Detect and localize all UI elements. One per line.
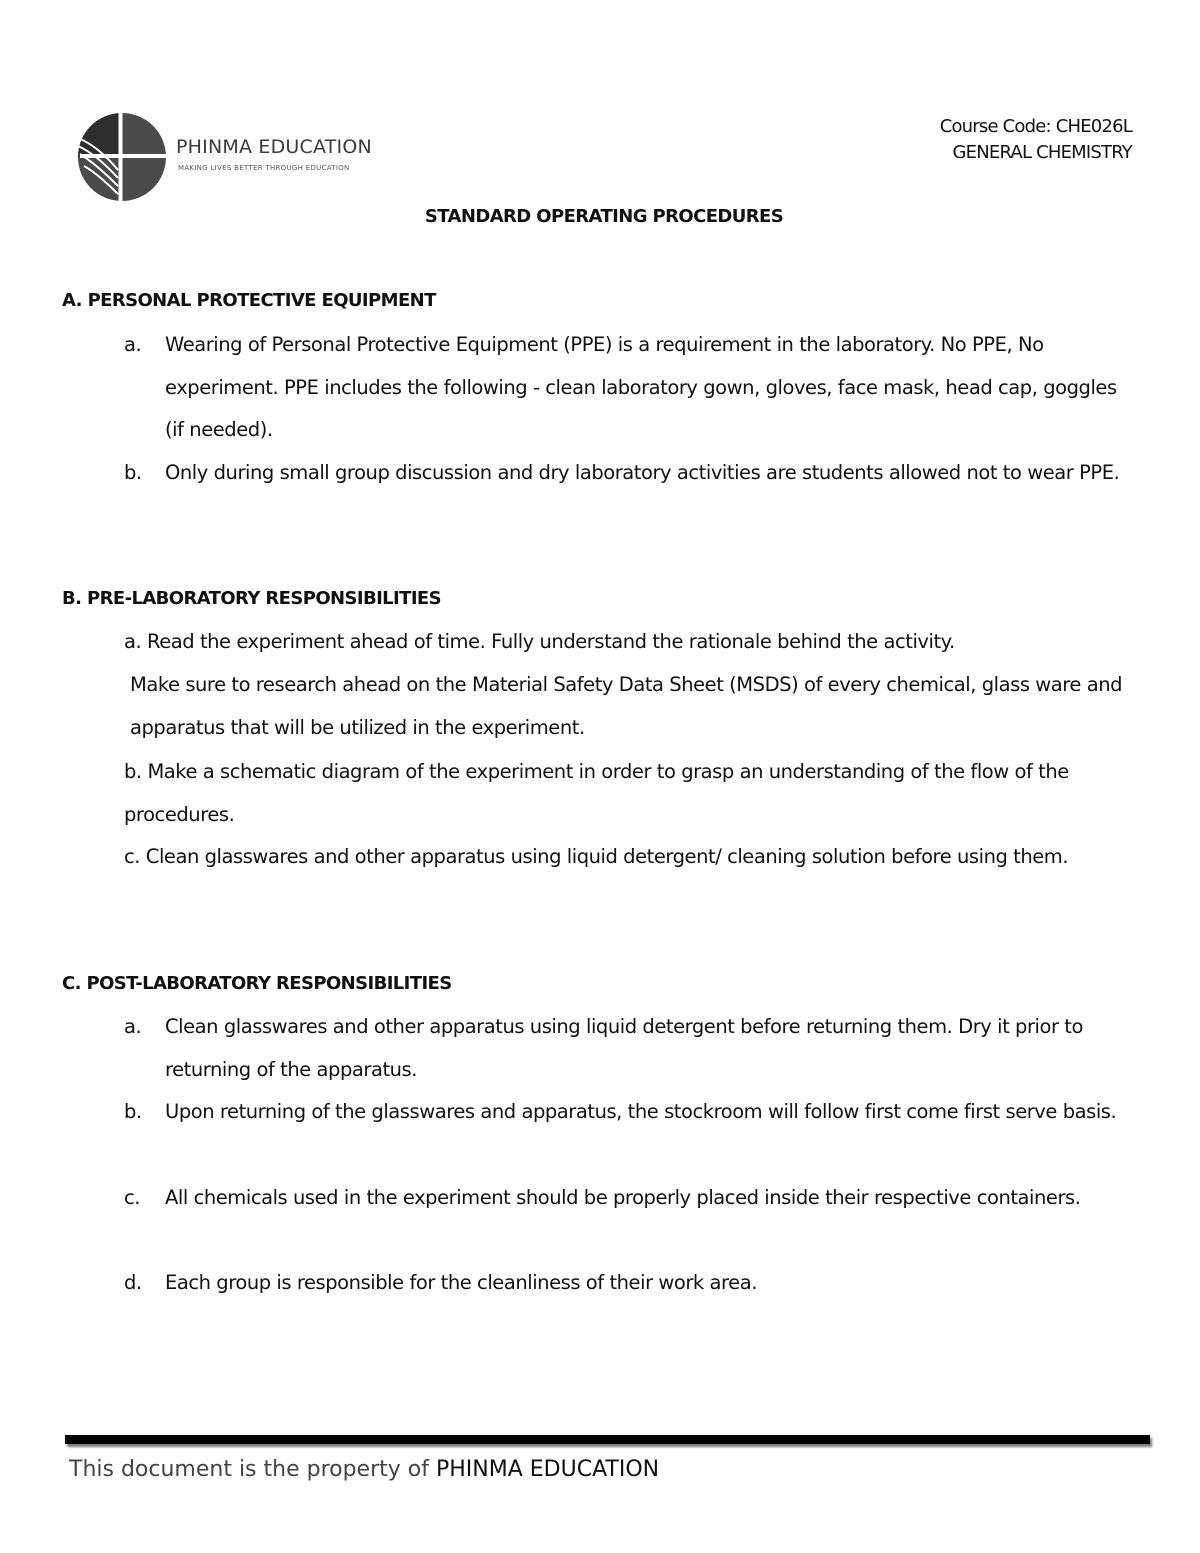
item-marker: b. bbox=[124, 461, 142, 484]
list-item bbox=[130, 664, 1160, 749]
item-text: Make sure to research ahead on the Material Safety Data Sheet (MSDS) of every chemical, glass ware and apparatus that will be utilized in the experiment. bbox=[130, 673, 1123, 739]
item-text: Clean glasswares and other apparatus using liquid detergent/ cleaning solution before using them. bbox=[145, 845, 1069, 868]
item-marker: b. bbox=[124, 760, 142, 783]
footer-brand: PHINMA EDUCATION bbox=[435, 1457, 660, 1482]
item-marker: b. bbox=[124, 1100, 142, 1123]
item-text: Upon returning of the glasswares and apparatus, the stockroom will follow first come first serve basis. bbox=[165, 1100, 1117, 1123]
list-item bbox=[124, 1006, 1134, 1091]
item-marker: a. bbox=[124, 630, 142, 653]
list-item bbox=[124, 324, 1134, 452]
item-text: All chemicals used in the experiment should be properly placed inside their respective containers. bbox=[165, 1186, 1081, 1209]
item-text: Read the experiment ahead of time. Fully understand the rationale behind the activity. bbox=[147, 630, 955, 653]
item-text: Clean glasswares and other apparatus using liquid detergent before returning them. Dry it prior to returning of the apparatus. bbox=[165, 1015, 1083, 1081]
course-name: GENERAL CHEMISTRY bbox=[952, 142, 1132, 163]
item-marker: c. bbox=[124, 845, 141, 868]
list-item bbox=[124, 751, 1154, 836]
footer-divider bbox=[65, 1435, 1150, 1444]
logo-name: PHINMA EDUCATION bbox=[176, 136, 372, 158]
section-heading-b: B. PRE-LABORATORY RESPONSIBILITIES bbox=[62, 588, 441, 609]
course-info bbox=[940, 114, 1132, 166]
list-item bbox=[124, 1262, 1134, 1305]
section-heading-a: A. PERSONAL PROTECTIVE EQUIPMENT bbox=[62, 290, 436, 311]
footer-text: This document is the property of bbox=[69, 1457, 436, 1482]
list-item bbox=[124, 452, 1134, 495]
item-marker: d. bbox=[124, 1271, 142, 1294]
item-text: Wearing of Personal Protective Equipment (PPE) is a requirement in the laboratory. No PPE, No experiment. PPE includes the following - clean laboratory gown, gloves, face mask, head cap, goggles (if needed). bbox=[165, 333, 1117, 441]
logo-tagline: MAKING LIVES BETTER THROUGH EDUCATION bbox=[178, 164, 350, 172]
item-marker: c. bbox=[124, 1186, 141, 1209]
item-text: Only during small group discussion and dry laboratory activities are students allowed not to wear PPE. bbox=[165, 461, 1120, 484]
item-text: Each group is responsible for the cleanliness of their work area. bbox=[165, 1271, 757, 1294]
list-item bbox=[124, 1091, 1134, 1134]
logo-emblem-icon bbox=[74, 110, 174, 204]
list-item bbox=[124, 621, 1154, 664]
item-marker: a. bbox=[124, 1015, 142, 1038]
course-code: Course Code: CHE026L bbox=[939, 116, 1132, 137]
list-item bbox=[124, 1177, 1134, 1220]
document-title: STANDARD OPERATING PROCEDURES bbox=[424, 206, 784, 227]
item-text: Make a schematic diagram of the experiment in order to grasp an understanding of the flow of the procedures. bbox=[124, 760, 1069, 826]
footer-note bbox=[69, 1457, 659, 1482]
list-item bbox=[124, 836, 1154, 879]
item-marker: a. bbox=[124, 333, 142, 356]
section-heading-c: C. POST-LABORATORY RESPONSIBILITIES bbox=[62, 973, 452, 994]
phinma-logo bbox=[74, 110, 374, 204]
